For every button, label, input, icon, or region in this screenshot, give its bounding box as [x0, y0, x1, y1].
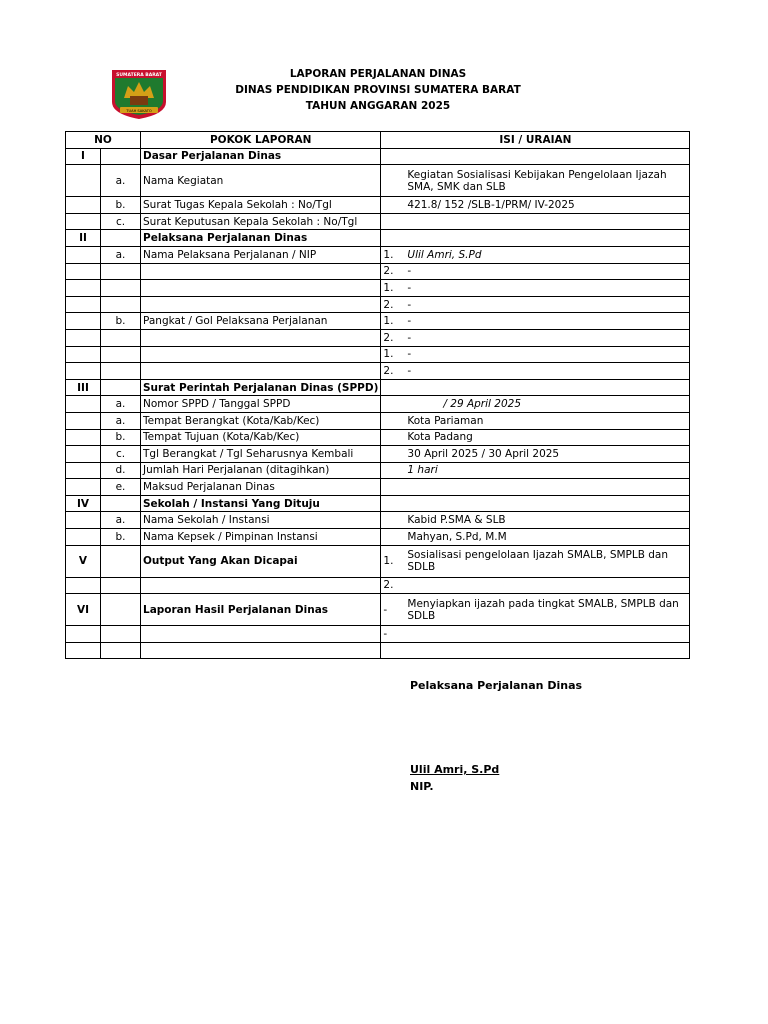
section-number: II [66, 230, 101, 247]
row-isi [381, 329, 690, 346]
row-pokok: Nama Pelaksana Perjalanan / NIP [141, 246, 381, 263]
report-title: LAPORAN PERJALANAN DINAS [289, 68, 467, 80]
table-row [66, 363, 690, 380]
row-pokok: Nama Kegiatan [141, 165, 381, 197]
row-isi-number: 2. [383, 579, 394, 592]
row-isi [381, 462, 690, 479]
row-letter: a. [101, 246, 141, 263]
row-isi-number: - [383, 603, 388, 616]
svg-text:TUAH SAKATO: TUAH SAKATO [126, 109, 152, 113]
row-isi-text: Kota Pariaman [407, 414, 484, 427]
section-title: Surat Perintah Perjalanan Dinas (SPPD) [141, 379, 381, 396]
row-letter: e. [101, 479, 141, 496]
section-number: IV [66, 495, 101, 512]
row-isi-text: Menyiapkan ijazah pada tingkat SMALB, SMPLB dan SDLB [407, 597, 679, 622]
table-row [66, 446, 690, 463]
row-isi [381, 396, 690, 413]
section-number: VI [66, 594, 101, 626]
row-isi-number: 2. [383, 265, 394, 278]
row-letter: b. [101, 313, 141, 330]
row-isi-text: / 29 April 2025 [443, 398, 522, 411]
section-row [66, 148, 690, 165]
row-isi-text: - [407, 281, 412, 294]
row-isi-text: - [407, 348, 412, 361]
table-row [66, 329, 690, 346]
row-isi [381, 280, 690, 297]
table-row [66, 213, 690, 230]
table-row [66, 462, 690, 479]
row-letter: b. [101, 197, 141, 214]
row-isi [381, 577, 690, 594]
section-title: Pelaksana Perjalanan Dinas [141, 230, 381, 247]
row-isi [381, 296, 690, 313]
row-isi [381, 263, 690, 280]
svg-text:SUMATERA BARAT: SUMATERA BARAT [116, 73, 162, 78]
table-row [66, 412, 690, 429]
row-isi-text: - [407, 298, 412, 311]
section-row [66, 379, 690, 396]
report-table [65, 131, 690, 659]
row-isi [381, 594, 690, 626]
section-row [66, 230, 690, 247]
section-number: I [66, 148, 101, 165]
table-row [66, 429, 690, 446]
row-letter: c. [101, 446, 141, 463]
row-isi-number: 1. [383, 281, 394, 294]
row-isi-text: - [407, 265, 412, 278]
row-pokok: Surat Keputusan Kepala Sekolah : No/Tgl [141, 213, 381, 230]
row-isi [381, 197, 690, 214]
row-isi-text: Kota Padang [407, 431, 473, 444]
row-isi-text: Ulil Amri, S.Pd [407, 248, 482, 261]
table-row [66, 396, 690, 413]
table-row [66, 642, 690, 659]
section-number: III [66, 379, 101, 396]
row-letter: c. [101, 213, 141, 230]
row-pokok: Tgl Berangkat / Tgl Seharusnya Kembali [141, 446, 381, 463]
row-pokok: Tempat Berangkat (Kota/Kab/Kec) [141, 412, 381, 429]
signature-nip: NIP. [410, 780, 434, 793]
row-isi [381, 545, 690, 577]
row-isi-number: - [383, 628, 388, 641]
row-letter: a. [101, 512, 141, 529]
table-row [66, 246, 690, 263]
row-isi [381, 346, 690, 363]
row-isi [381, 313, 690, 330]
row-isi-text: Kabid P.SMA & SLB [407, 514, 506, 527]
col-no-header: NO [66, 132, 141, 149]
row-pokok: Maksud Perjalanan Dinas [141, 479, 381, 496]
row-letter: d. [101, 462, 141, 479]
row-isi-number: 1. [383, 315, 394, 328]
signature-name: Ulil Amri, S.Pd [410, 763, 500, 776]
section-title: Sekolah / Instansi Yang Dituju [141, 495, 381, 512]
row-isi-number: 2. [383, 331, 394, 344]
row-letter: a. [101, 165, 141, 197]
row-isi-text: 1 hari [407, 464, 438, 477]
row-isi [381, 363, 690, 380]
row-pokok: Tempat Tujuan (Kota/Kab/Kec) [141, 429, 381, 446]
row-isi-text: Sosialisasi pengelolaan Ijazah SMALB, SMPLB dan SDLB [407, 549, 669, 574]
row-letter: b. [101, 429, 141, 446]
row-pokok: Jumlah Hari Perjalanan (ditagihkan) [141, 462, 381, 479]
section-title: Dasar Perjalanan Dinas [141, 148, 381, 165]
row-isi-text: Kegiatan Sosialisasi Kebijakan Pengelolaan Ijazah SMA, SMK dan SLB [407, 168, 667, 193]
table-row [66, 529, 690, 546]
row-isi [381, 446, 690, 463]
table-row [66, 296, 690, 313]
row-isi [381, 479, 690, 496]
row-isi-number: 1. [383, 348, 394, 361]
report-agency: DINAS PENDIDIKAN PROVINSI SUMATERA BARAT [235, 84, 521, 96]
section-row [66, 495, 690, 512]
row-isi [381, 626, 690, 643]
row-pokok: Nama Kepsek / Pimpinan Instansi [141, 529, 381, 546]
table-row [66, 263, 690, 280]
row-pokok: Pangkat / Gol Pelaksana Perjalanan [141, 313, 381, 330]
table-row [66, 577, 690, 594]
row-isi-text: Mahyan, S.Pd, M.M [407, 530, 507, 543]
row-isi-number: 2. [383, 298, 394, 311]
col-isi-header: ISI / URAIAN [381, 132, 690, 149]
table-row [66, 165, 690, 197]
section-row [66, 545, 690, 577]
row-isi [381, 213, 690, 230]
row-isi [381, 246, 690, 263]
signature-role: Pelaksana Perjalanan Dinas [410, 679, 583, 692]
section-number: V [66, 545, 101, 577]
row-pokok: Nama Sekolah / Instansi [141, 512, 381, 529]
row-isi-number: 2. [383, 364, 394, 377]
row-isi-text: - [407, 331, 412, 344]
row-isi [381, 429, 690, 446]
row-isi [381, 165, 690, 197]
row-isi-text: - [407, 315, 412, 328]
row-isi-text: - [407, 364, 412, 377]
table-row [66, 280, 690, 297]
row-pokok: Nomor SPPD / Tanggal SPPD [141, 396, 381, 413]
row-letter: a. [101, 396, 141, 413]
table-row [66, 512, 690, 529]
row-isi-number: 1. [383, 248, 394, 261]
row-letter: b. [101, 529, 141, 546]
table-header-row [66, 132, 690, 149]
table-row [66, 346, 690, 363]
table-row [66, 313, 690, 330]
sumatera-barat-logo [110, 68, 168, 120]
row-isi-text: 30 April 2025 / 30 April 2025 [407, 447, 560, 460]
section-title: Output Yang Akan Dicapai [141, 545, 381, 577]
table-row [66, 479, 690, 496]
table-row [66, 626, 690, 643]
row-isi [381, 529, 690, 546]
row-pokok: Surat Tugas Kepala Sekolah : No/Tgl [141, 197, 381, 214]
report-year: TAHUN ANGGARAN 2025 [305, 100, 451, 112]
col-pokok-header: POKOK LAPORAN [141, 132, 381, 149]
row-isi-text: 421.8/ 152 /SLB-1/PRM/ IV-2025 [407, 198, 575, 211]
row-isi [381, 412, 690, 429]
row-isi-number: 1. [383, 555, 394, 568]
row-letter: a. [101, 412, 141, 429]
row-isi [381, 512, 690, 529]
section-row [66, 594, 690, 626]
section-title: Laporan Hasil Perjalanan Dinas [141, 594, 381, 626]
table-row [66, 197, 690, 214]
